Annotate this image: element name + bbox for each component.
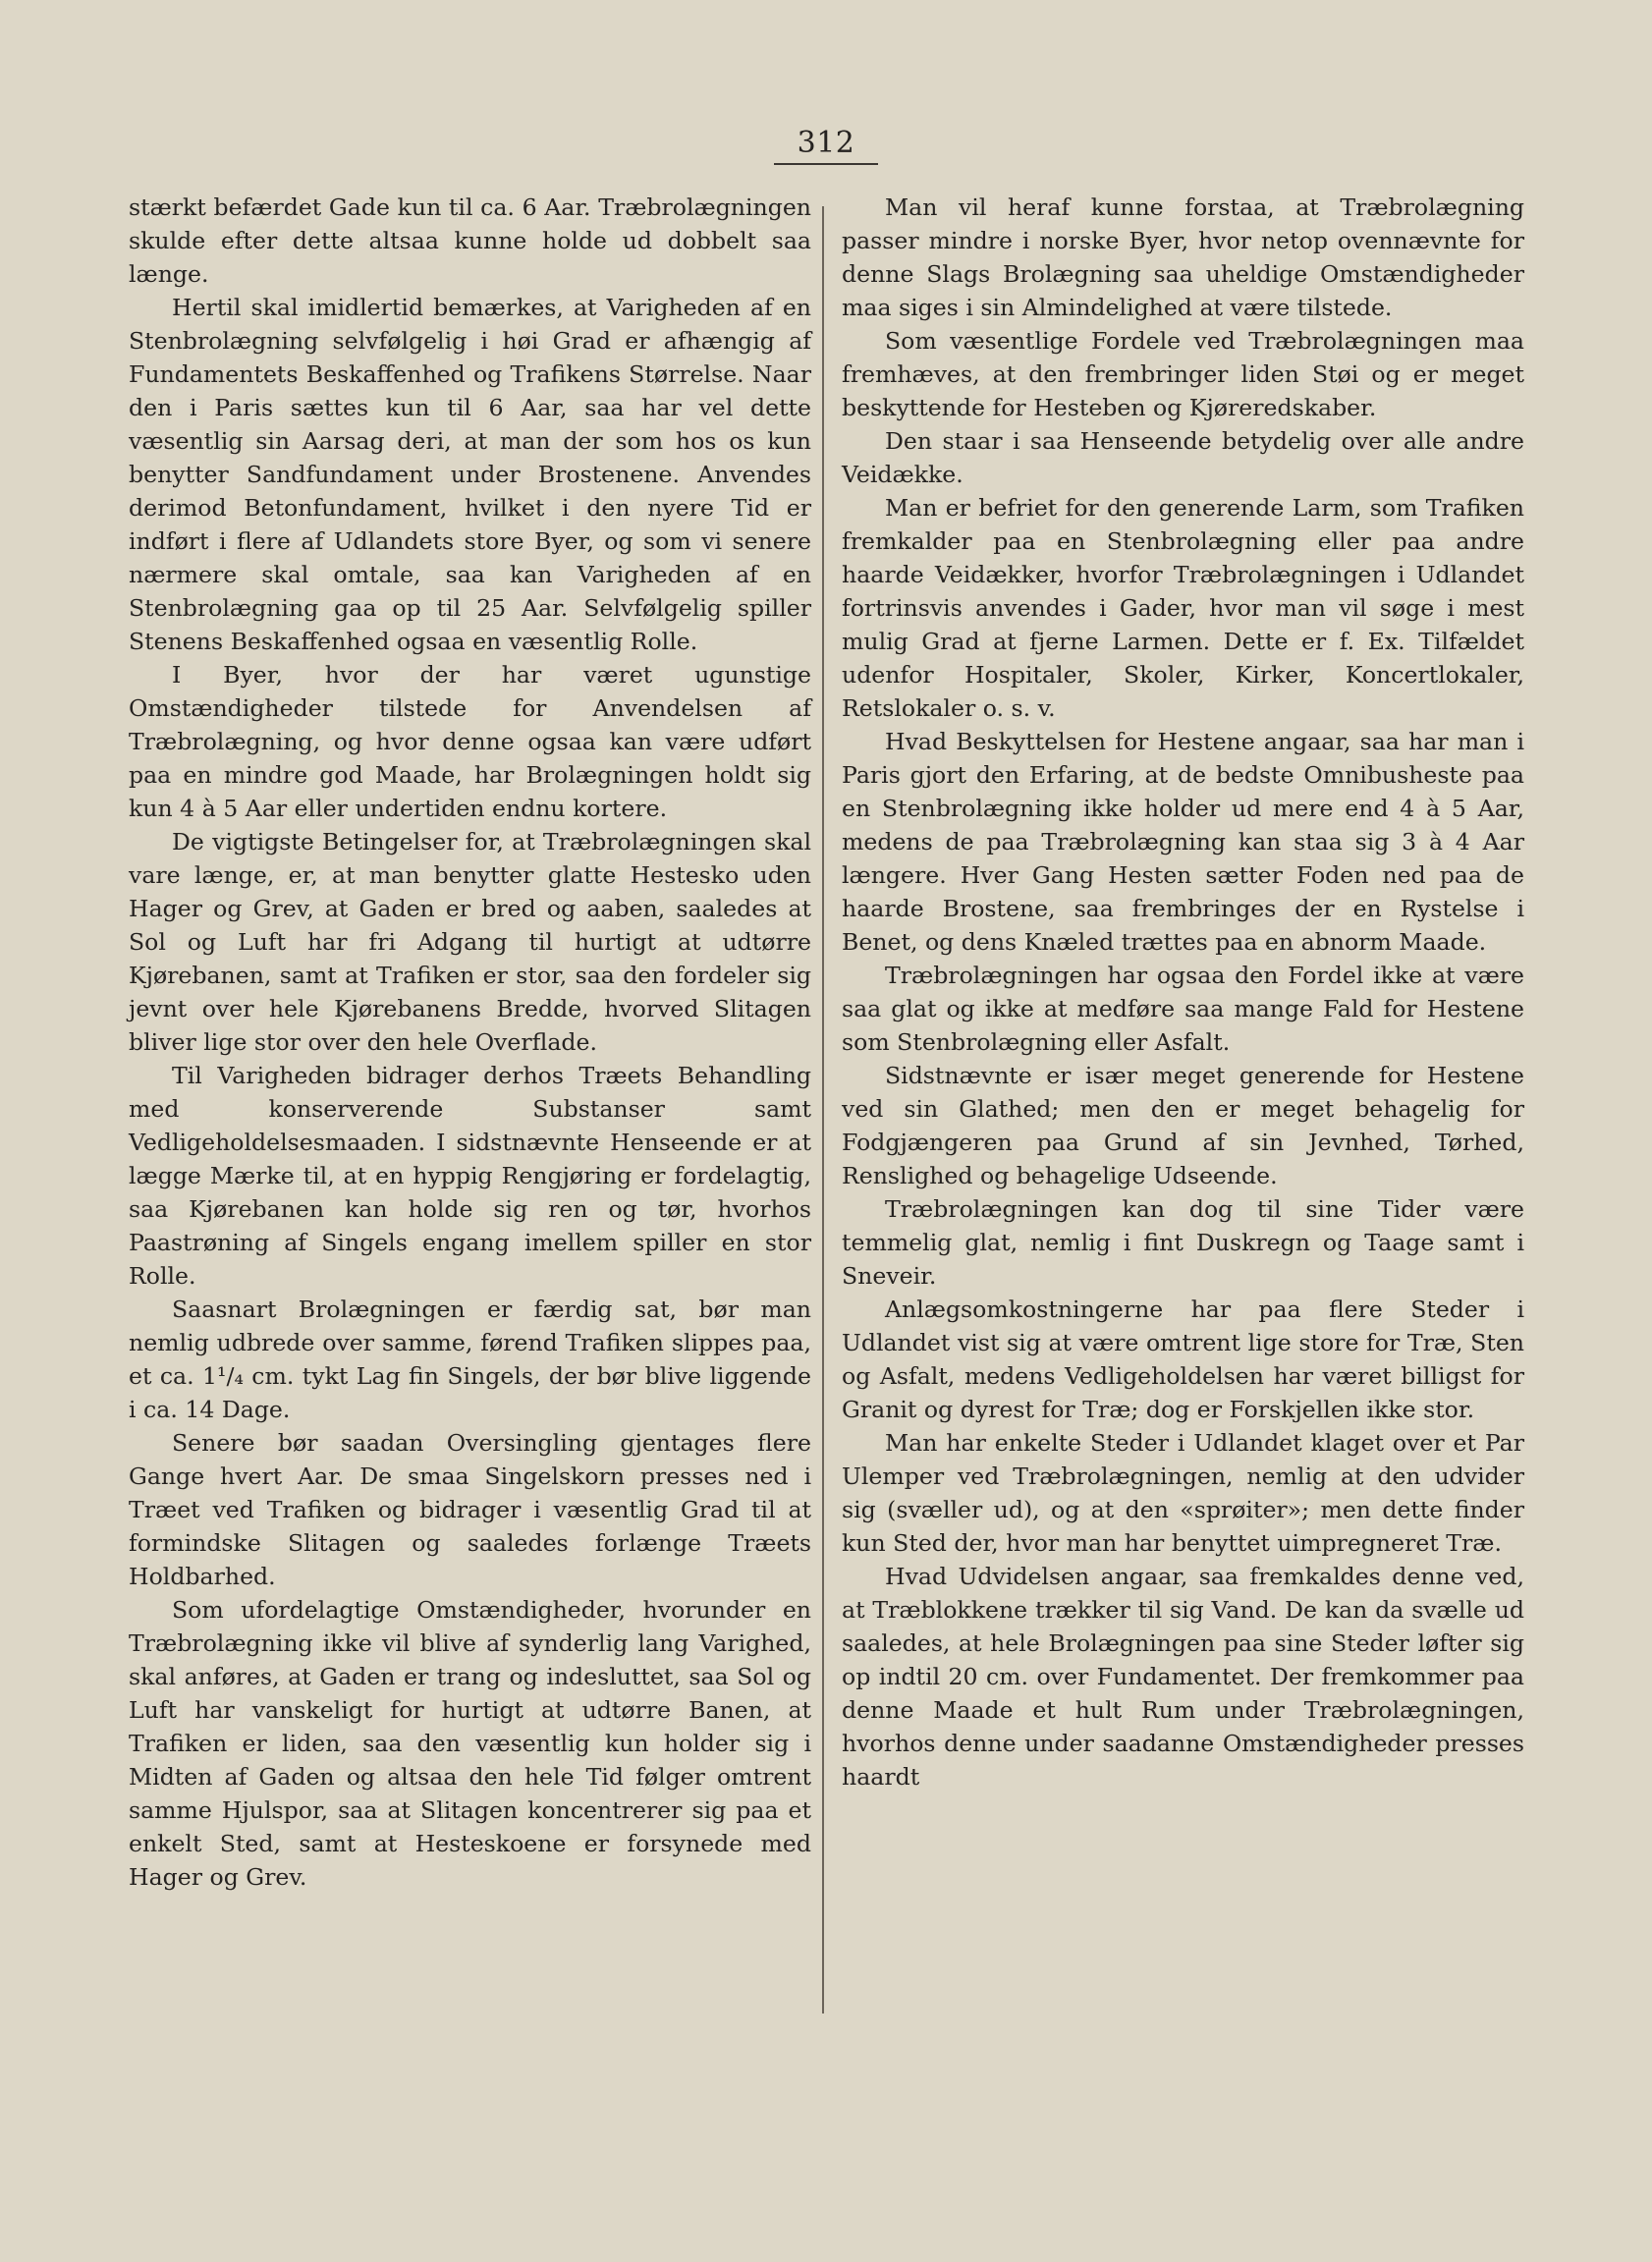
paragraph: Man vil heraf kunne forstaa, at Træbrolægning passer mindre i norske Byer, hvor netop ovennævnte for denne Slags Brolægning saa uheldige Omstændigheder maa siges i sin Almindelighed at være tilstede. <box>842 193 1524 321</box>
column-divider <box>822 206 824 2014</box>
paragraph: Senere bør saadan Oversingling gjentages flere Gange hvert Aar. De smaa Singelskorn presses ned i Træet ved Trafiken og bidrager i væsentlig Grad til at formindske Slitagen og saaledes forlænge Træets Holdbarhed. <box>129 1429 811 1590</box>
paragraph: Træbrolægningen har ogsaa den Fordel ikke at være saa glat og ikke at medføre saa mange Fald for Hestene som Stenbrolægning eller Asfalt. <box>842 962 1524 1056</box>
paragraph: stærkt befærdet Gade kun til ca. 6 Aar. Træbrolægningen skulde efter dette altsaa kunne holde ud dobbelt saa længe. <box>129 193 811 288</box>
paragraph: Hvad Beskyttelsen for Hestene angaar, saa har man i Paris gjort den Erfaring, at de bedste Omnibusheste paa en Stenbrolægning ikke holder ud mere end 4 à 5 Aar, medens de paa Træbrolægning kan staa sig 3 à 4 Aar længere. Hver Gang Hesten sætter Foden ned paa de haarde Brostene, saa frembringes der en Rystelse i Benet, og dens Knæled trættes paa en abnorm Maade. <box>842 728 1524 956</box>
paragraph: Anlægsomkostningerne har paa flere Steder i Udlandet vist sig at være omtrent lige store for Træ, Sten og Asfalt, medens Vedligeholdelsen har været billigst for Granit og dyrest for Træ; dog er Forskjellen ikke stor. <box>842 1296 1524 1423</box>
paragraph: Den staar i saa Henseende betydelig over alle andre Veidække. <box>842 427 1524 488</box>
paragraph: Som ufordelagtige Omstændigheder, hvorunder en Træbrolægning ikke vil blive af synderlig lang Varighed, skal anføres, at Gaden er trang og indesluttet, saa Sol og Luft har vanskeligt for hurtigt at udtørre Banen, at Trafiken er liden, saa den væsentlig kun holder sig i Midten af Gaden og altsaa den hele Tid følger omtrent samme Hjulspor, saa at Slitagen koncentrerer sig paa et enkelt Sted, samt at Hesteskoene er forsynede med Hager og Grev. <box>129 1596 811 1891</box>
left-column <box>129 191 811 1894</box>
paragraph: De vigtigste Betingelser for, at Træbrolægningen skal vare længe, er, at man benytter glatte Hestesko uden Hager og Grev, at Gaden er bred og aaben, saaledes at Sol og Luft har fri Adgang til hurtigt at udtørre Kjørebanen, samt at Trafiken er stor, saa den fordeler sig jevnt over hele Kjørebanens Bredde, hvorved Slitagen bliver lige stor over den hele Overflade. <box>129 828 811 1056</box>
paragraph: Hertil skal imidlertid bemærkes, at Varigheden af en Stenbrolægning selvfølgelig i høi Grad er afhængig af Fundamentets Beskaffenhed og Trafikens Størrelse. Naar den i Paris sættes kun til 6 Aar, saa har vel dette væsentlig sin Aarsag deri, at man der som hos os kun benytter Sandfundament under Brostenene. Anvendes derimod Betonfundament, hvilket i den nyere Tid er indført i flere af Udlandets store Byer, og som vi senere nærmere skal omtale, saa kan Varigheden af en Stenbrolægning gaa op til 25 Aar. Selvfølgelig spiller Stenens Beskaffenhed ogsaa en væsentlig Rolle. <box>129 294 811 655</box>
paragraph: I Byer, hvor der har været ugunstige Omstændigheder tilstede for Anvendelsen af Træbrolægning, og hvor denne ogsaa kan være udført paa en mindre god Maade, har Brolægningen holdt sig kun 4 à 5 Aar eller undertiden endnu kortere. <box>129 661 811 822</box>
paragraph: Man har enkelte Steder i Udlandet klaget over et Par Ulemper ved Træbrolægningen, nemlig at den udvider sig (svæller ud), og at den «sprøiter»; men dette finder kun Sted der, hvor man har benyttet uimpregneret Træ. <box>842 1429 1524 1557</box>
paragraph: Træbrolægningen kan dog til sine Tider være temmelig glat, nemlig i fint Duskregn og Taage samt i Sneveir. <box>842 1195 1524 1290</box>
page-number-rule <box>774 163 878 165</box>
paragraph: Man er befriet for den generende Larm, som Trafiken fremkalder paa en Stenbrolægning eller paa andre haarde Veidækker, hvorfor Træbrolægningen i Udlandet fortrinsvis anvendes i Gader, hvor man vil søge i mest mulig Grad at fjerne Larmen. Dette er f. Ex. Tilfældet udenfor Hospitaler, Skoler, Kirker, Koncertlokaler, Retslokaler o. s. v. <box>842 494 1524 722</box>
paragraph: Hvad Udvidelsen angaar, saa fremkaldes denne ved, at Træblokkene trækker til sig Vand. De kan da svælle ud saaledes, at hele Brolægningen paa sine Steder løfter sig op indtil 20 cm. over Fundamentet. Der fremkommer paa denne Maade et hult Rum under Træbrolægningen, hvorhos denne under saadanne Omstændigheder presses haardt <box>842 1563 1524 1791</box>
paragraph: Sidstnævnte er især meget generende for Hestene ved sin Glathed; men den er meget behagelig for Fodgjængeren paa Grund af sin Jevnhed, Tørhed, Renslighed og behagelige Udseende. <box>842 1062 1524 1189</box>
paragraph: Saasnart Brolægningen er færdig sat, bør man nemlig udbrede over samme, førend Trafiken slippes paa, et ca. 1¹/₄ cm. tykt Lag fin Singels, der bør blive liggende i ca. 14 Dage. <box>129 1296 811 1423</box>
page-number: 312 <box>797 126 855 160</box>
paragraph: Som væsentlige Fordele ved Træbrolægningen maa fremhæves, at den frembringer liden Støi og er meget beskyttende for Hesteben og Kjøreredskaber. <box>842 327 1524 421</box>
paragraph: Til Varigheden bidrager derhos Træets Behandling med konserverende Substanser samt Vedligeholdelsesmaaden. I sidstnævnte Henseende er at lægge Mærke til, at en hyppig Rengjøring er fordelagtig, saa Kjørebanen kan holde sig ren og tør, hvorhos Paastrøning af Singels engang imellem spiller en stor Rolle. <box>129 1062 811 1290</box>
right-column <box>842 191 1524 1793</box>
